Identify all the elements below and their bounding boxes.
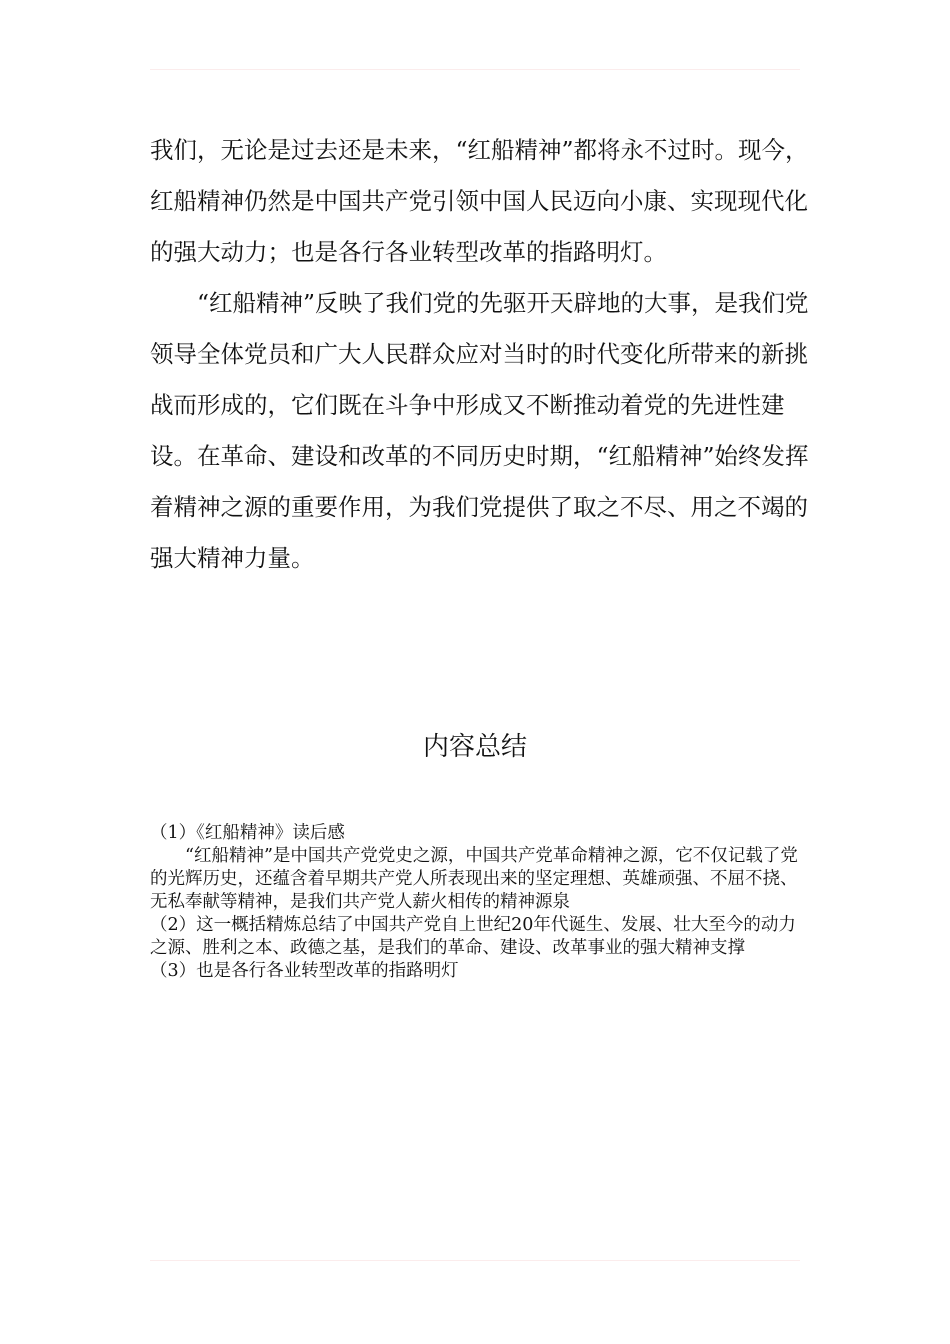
summary-section — [150, 822, 800, 983]
summary-item-1-title: （1）《红船精神》读后感 — [150, 823, 345, 843]
body-paragraph-2: “红船精神”反映了我们党的先驱开天辟地的大事，是我们党领导全体党员和广大人民群众应对当时的时代变化所带来的新挑战而形成的，它们既在斗争中形成又不断推动着党的先进性建设。在革命、建设和改革的不同历史时期，“红船精神”始终发挥着精神之源的重要作用，为我们党提供了取之不尽、用之不竭的强大精神力量。 — [150, 289, 809, 572]
document-body — [150, 125, 815, 584]
summary-item-3: （3）也是各行各业转型改革的指路明灯 — [150, 961, 459, 981]
summary-item-2: （2）这一概括精炼总结了中国共产党自上世纪20年代诞生、发展、壮大至今的动力之源、胜利之本、政德之基，是我们的革命、建设、改革事业的强大精神支撑 — [150, 915, 796, 958]
body-paragraph-1: 我们，无论是过去还是未来，“红船精神”都将永不过时。现今，红船精神仍然是中国共产党引领中国人民迈向小康、实现现代化的强大动力；也是各行各业转型改革的指路明灯。 — [150, 136, 809, 266]
summary-item-1-text: “红船精神”是中国共产党党史之源，中国共产党革命精神之源，它不仅记载了党的光辉历史，还蕴含着早期共产党人所表现出来的坚定理想、英雄顽强、不屈不挠、无私奉献等精神，是我们共产党人薪火相传的精神源泉 — [150, 846, 798, 912]
footer-rule — [150, 1260, 800, 1261]
header-rule — [150, 69, 800, 70]
summary-heading: 内容总结 — [422, 732, 527, 762]
